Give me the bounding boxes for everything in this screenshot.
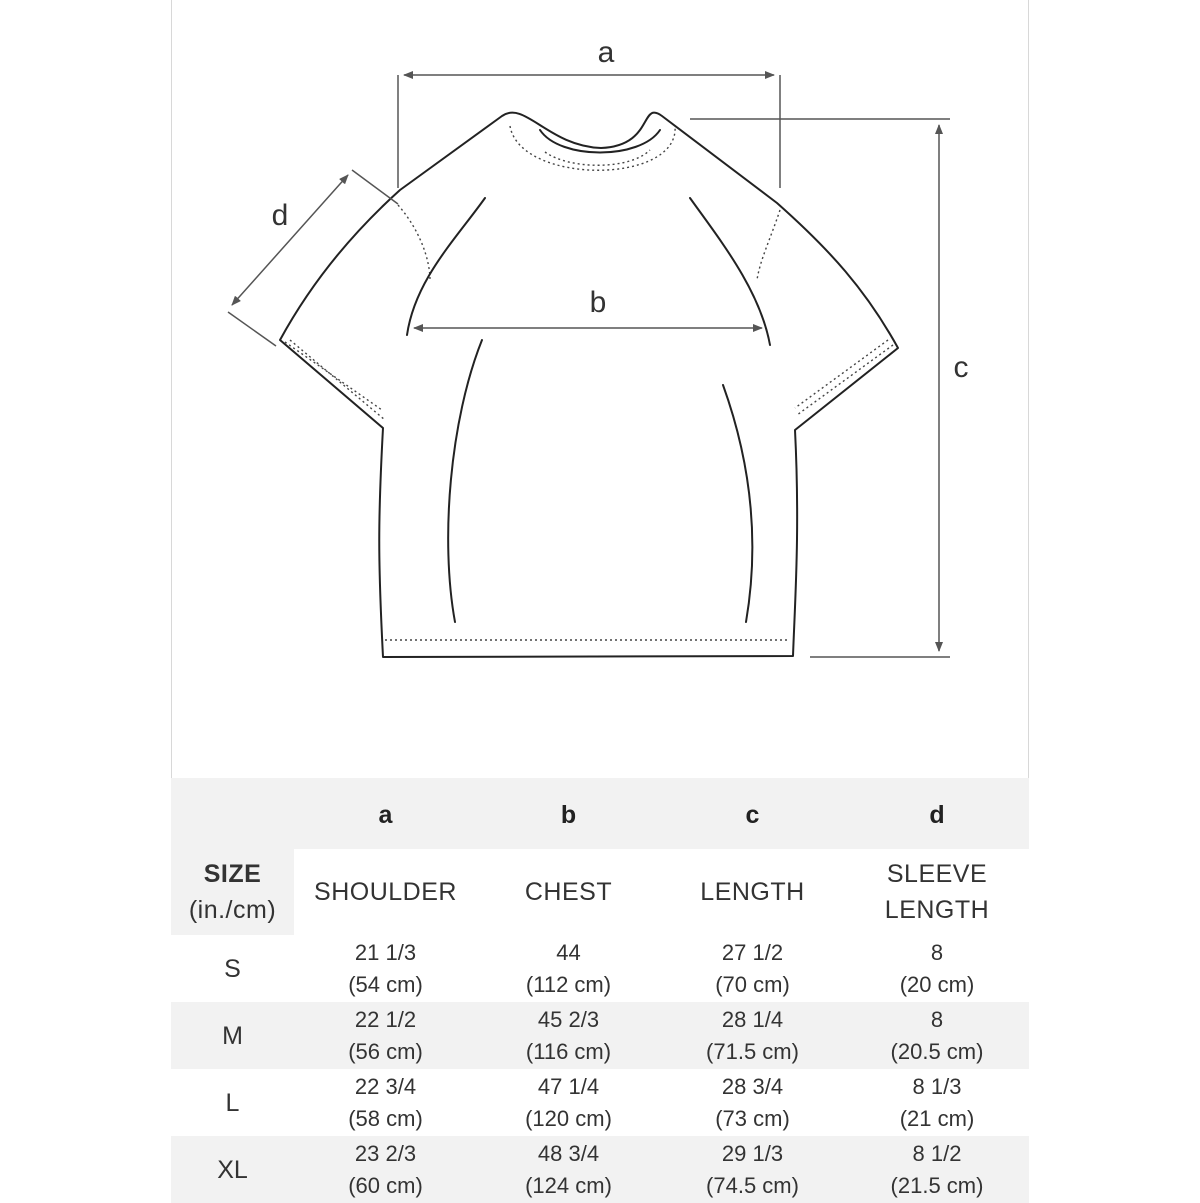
size-header	[171, 849, 294, 935]
value-cm: (20 cm)	[899, 971, 975, 997]
letter-a: a	[294, 778, 477, 849]
value-cm: (60 cm)	[348, 1172, 423, 1198]
value-in: 29 1/3	[721, 1140, 784, 1166]
table-row-s	[171, 935, 1029, 1002]
chest-cell	[477, 1136, 660, 1203]
length-cell	[660, 1069, 845, 1136]
value-cm: (20.5 cm)	[890, 1038, 984, 1064]
measurement-letter-row	[171, 778, 1029, 849]
value-cm: (112 cm)	[525, 971, 612, 997]
letter-d: d	[845, 778, 1029, 849]
table-row-xl	[171, 1136, 1029, 1203]
value-in: 44	[556, 939, 581, 965]
length-cell	[660, 935, 845, 1002]
value-in: 27 1/2	[721, 939, 784, 965]
size-header-unit: (in./cm)	[188, 896, 277, 924]
value-cm: (124 cm)	[525, 1172, 612, 1198]
value-in: 23 2/3	[354, 1140, 417, 1166]
table-row-m	[171, 1002, 1029, 1069]
header-sleeve-length	[845, 849, 1029, 935]
tshirt-outline	[280, 113, 898, 657]
size-cell: M	[171, 1002, 294, 1069]
value-cm: (74.5 cm)	[706, 1172, 799, 1198]
dimension-c-label: c	[953, 351, 969, 384]
value-cm: (54 cm)	[348, 971, 423, 997]
header-length: LENGTH	[700, 878, 805, 906]
value-cm: (21.5 cm)	[890, 1172, 984, 1198]
letter-c: c	[660, 778, 845, 849]
value-cm: (70 cm)	[715, 971, 790, 997]
value-in: 8	[930, 939, 944, 965]
value-in: 21 1/3	[354, 939, 417, 965]
value-in: 8 1/3	[912, 1073, 962, 1099]
length-cell	[660, 1002, 845, 1069]
value-cm: (73 cm)	[715, 1105, 790, 1131]
sleeve-length-cell	[845, 1002, 1029, 1069]
value-cm: (58 cm)	[348, 1105, 423, 1131]
sleeve-length-cell	[845, 1136, 1029, 1203]
value-in: 47 1/4	[537, 1073, 600, 1099]
dimension-a-label: a	[597, 36, 615, 69]
sleeve-length-cell	[845, 935, 1029, 1002]
tshirt-seams	[285, 126, 893, 640]
shoulder-cell	[294, 1136, 477, 1203]
size-cell: L	[225, 1088, 240, 1117]
value-cm: (21 cm)	[899, 1105, 975, 1131]
value-in: 22 1/2	[354, 1006, 417, 1032]
tshirt-fold-lines	[407, 198, 770, 622]
chest-cell	[477, 935, 660, 1002]
value-cm: (56 cm)	[348, 1038, 423, 1064]
chest-cell	[477, 1069, 660, 1136]
size-cell: S	[224, 954, 241, 983]
header-shoulder: SHOULDER	[314, 878, 457, 906]
dimension-d-label: d	[271, 199, 289, 232]
letter-cell-empty	[171, 778, 294, 849]
value-in: 28 3/4	[721, 1073, 784, 1099]
value-in: 8	[930, 1006, 944, 1032]
value-cm: (71.5 cm)	[706, 1038, 799, 1064]
shoulder-cell	[294, 1002, 477, 1069]
dimension-c	[690, 119, 950, 657]
value-in: 48 3/4	[537, 1140, 600, 1166]
value-in: 28 1/4	[721, 1006, 784, 1032]
dimension-d	[228, 170, 398, 346]
column-header-row	[171, 849, 1029, 935]
value-in: 22 3/4	[354, 1073, 417, 1099]
header-sleeve-length-text: SLEEVE LENGTH	[884, 860, 990, 924]
table-row-l	[171, 1069, 1029, 1136]
header-chest: CHEST	[524, 878, 613, 906]
dimension-b-label: b	[589, 286, 607, 319]
value-cm: (116 cm)	[525, 1038, 612, 1064]
size-cell: XL	[171, 1136, 294, 1203]
shoulder-cell	[294, 935, 477, 1002]
value-in: 8 1/2	[912, 1140, 962, 1166]
size-header-title: SIZE	[203, 860, 262, 888]
letter-b: b	[477, 778, 660, 849]
chest-cell	[477, 1002, 660, 1069]
length-cell	[660, 1136, 845, 1203]
value-in: 45 2/3	[537, 1006, 600, 1032]
shoulder-cell	[294, 1069, 477, 1136]
value-cm: (120 cm)	[525, 1105, 612, 1131]
sleeve-length-cell	[845, 1069, 1029, 1136]
size-chart-table	[171, 778, 1029, 1203]
dimension-a	[398, 75, 780, 188]
